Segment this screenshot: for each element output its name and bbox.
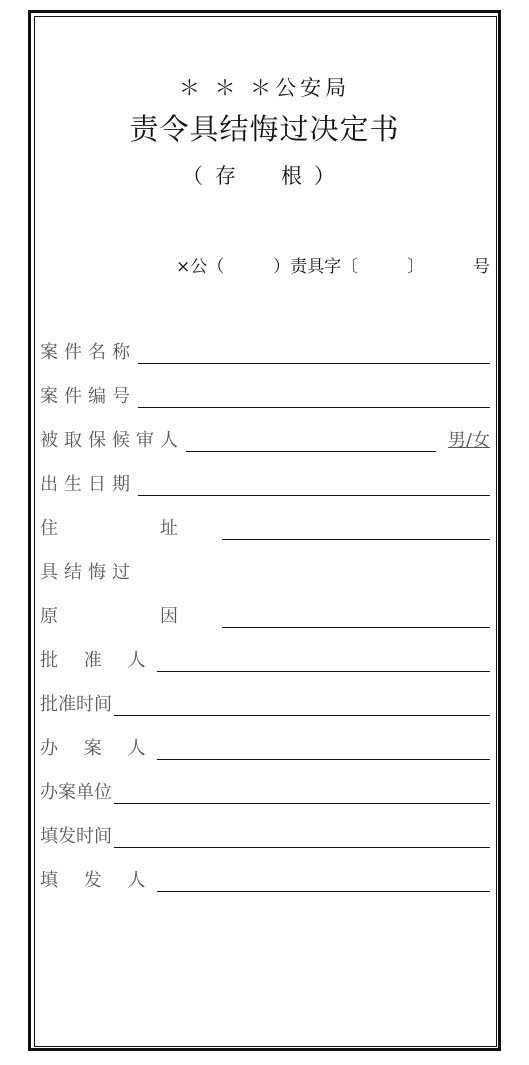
agency-name: ＊ ＊ ＊公安局 [178, 76, 351, 100]
field-label: 批准时间 [40, 694, 112, 715]
field-label: 办 案 人 [40, 738, 156, 759]
fill-line[interactable] [222, 607, 490, 628]
docno-bracket-close: 〕 [407, 257, 425, 277]
field-label: 案件编号 [40, 386, 136, 407]
document-number [176, 252, 490, 277]
field-label: 填 发 人 [40, 870, 156, 891]
fill-line[interactable] [157, 739, 490, 760]
field-label: 被取保候审人 [40, 430, 184, 451]
field-reason [40, 604, 490, 628]
fill-line[interactable] [186, 431, 436, 452]
field-case-number [40, 384, 490, 408]
fill-line[interactable] [222, 519, 490, 540]
document-title: 责令具结悔过决定书 [129, 112, 400, 146]
field-label: 批 准 人 [40, 650, 156, 671]
docno-prefix: ×公（ [176, 257, 225, 277]
field-case-officer [40, 736, 490, 760]
fill-line[interactable] [114, 695, 490, 716]
field-birth-date [40, 472, 490, 496]
field-case-name [40, 340, 490, 364]
field-approval-time [40, 692, 490, 716]
field-label: 出生日期 [40, 474, 136, 495]
field-approver [40, 648, 490, 672]
field-bail-person [40, 428, 490, 452]
gender-option[interactable]: 男/女 [447, 430, 490, 451]
field-label: 填发时间 [40, 826, 112, 847]
fill-line[interactable] [157, 871, 490, 892]
field-address [40, 516, 490, 540]
document-subtitle [0, 160, 529, 190]
fill-line[interactable] [114, 827, 490, 848]
fill-line[interactable] [138, 387, 490, 408]
fill-line[interactable] [157, 651, 490, 672]
field-repentance [40, 560, 490, 584]
fill-line[interactable] [138, 343, 490, 364]
fill-line[interactable] [114, 783, 490, 804]
field-issuer [40, 868, 490, 892]
field-label: 案件名称 [40, 342, 136, 363]
field-label: 具结悔过 [40, 562, 136, 583]
field-label: 原 因 [40, 606, 220, 627]
docno-suffix: 号 [472, 257, 490, 277]
subtitle-text: （存 根） [182, 164, 347, 188]
field-label: 办案单位 [40, 782, 112, 803]
field-label: 住 址 [40, 518, 220, 539]
field-issue-time [40, 824, 490, 848]
docno-mid: ）责具字〔 [273, 257, 359, 277]
fill-line[interactable] [138, 475, 490, 496]
field-case-unit [40, 780, 490, 804]
